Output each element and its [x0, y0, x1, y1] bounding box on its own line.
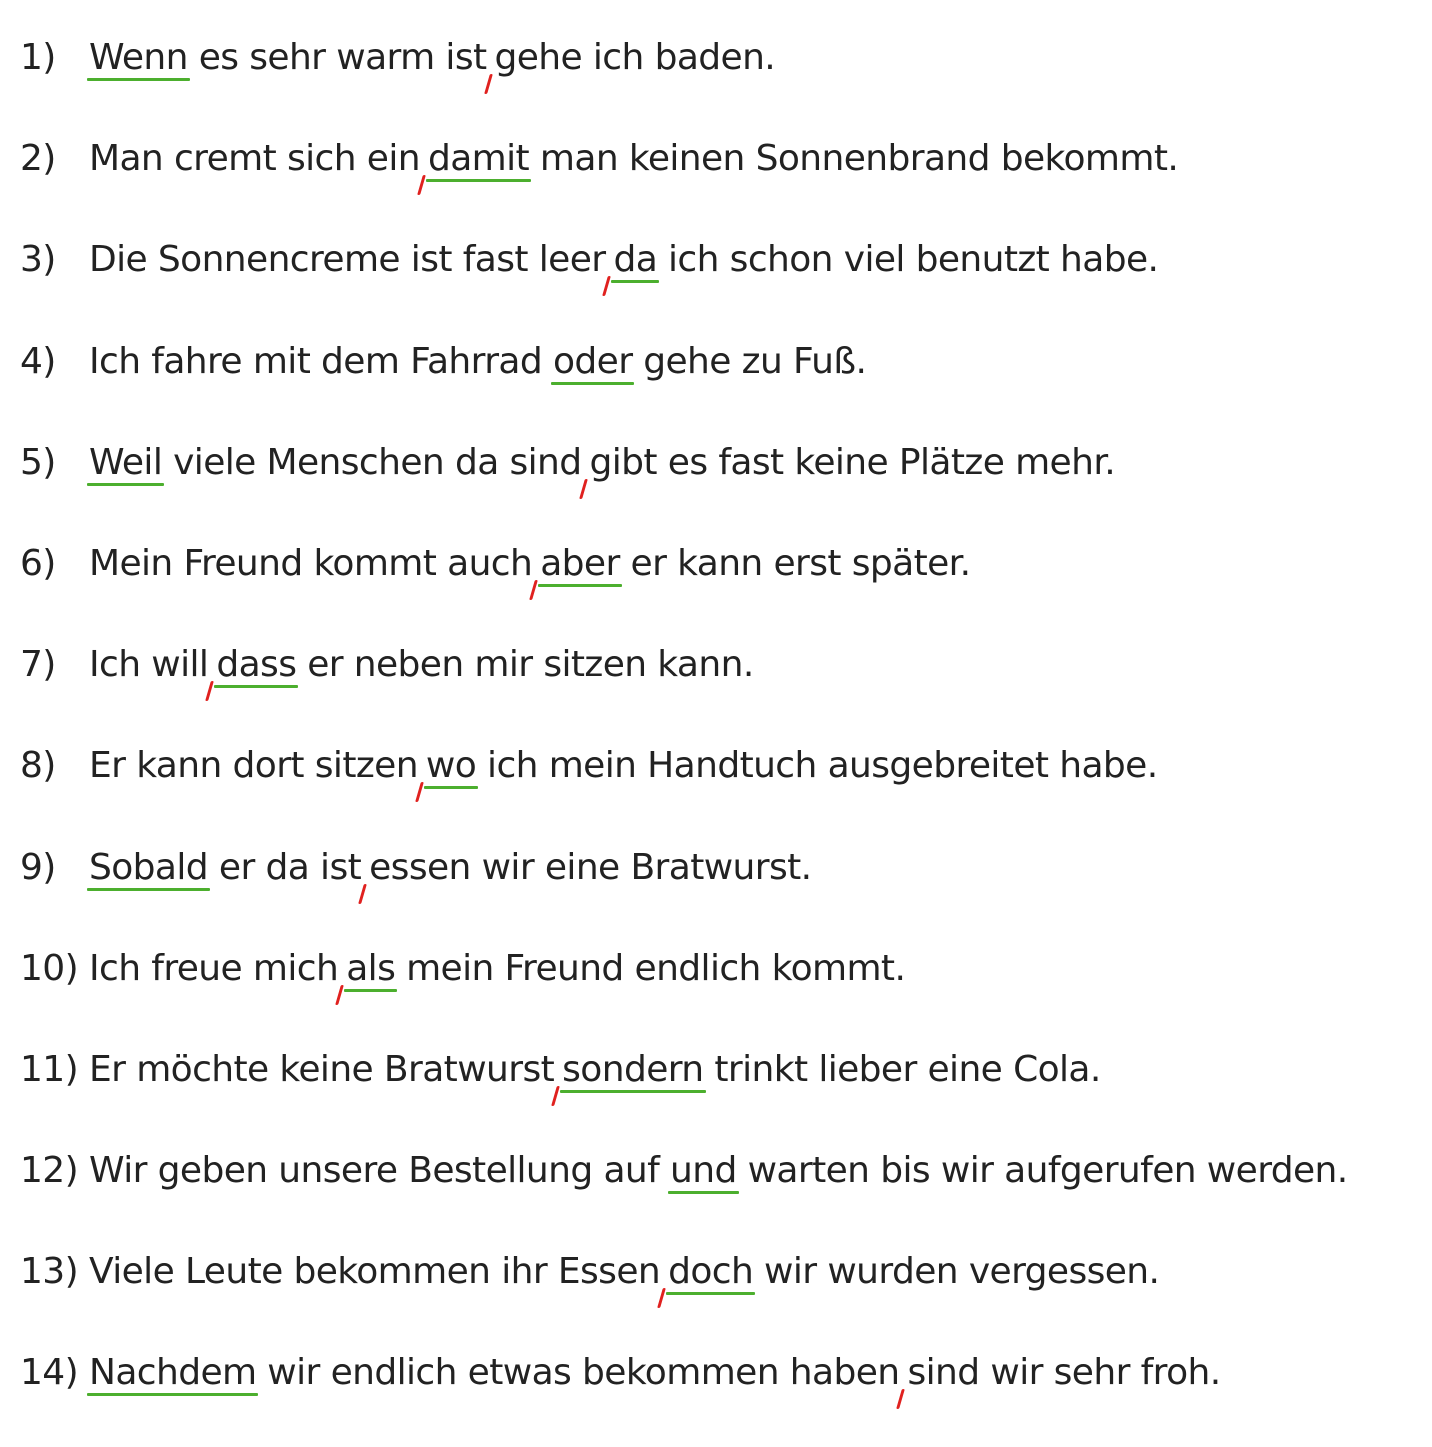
sentence-number: 13) — [20, 1251, 79, 1293]
sentence-number: 4) — [20, 340, 56, 382]
sentence-fragment: trinkt lieber eine Cola. — [703, 1048, 1101, 1090]
sentence-text — [89, 1345, 1221, 1401]
sentence-row — [20, 1345, 1420, 1446]
sentence-fragment: es sehr warm ist — [187, 37, 487, 78]
comma-mark — [899, 1383, 907, 1384]
sentence-number: 10) — [20, 947, 79, 989]
sentence-row — [20, 738, 1420, 839]
conjunction-word: als — [346, 941, 395, 997]
conjunction-word: Weil — [89, 435, 162, 491]
sentence-fragment: Viele Leute bekommen ihr Essen — [89, 1251, 661, 1293]
sentence-row — [20, 840, 1420, 941]
exercise-sheet — [20, 30, 1420, 1447]
comma-mark — [361, 878, 369, 879]
conjunction-word: Sobald — [89, 840, 208, 896]
comma-mark — [420, 169, 428, 170]
sentence-number: 9) — [20, 846, 56, 888]
sentence-fragment: warten bis wir aufgerufen werden. — [736, 1150, 1348, 1192]
sentence-number: 8) — [20, 745, 56, 787]
sentence-fragment: viele Menschen da sind — [162, 441, 582, 483]
sentence-fragment: essen wir eine Bratwurst. — [369, 846, 812, 888]
sentence-text — [89, 1042, 1101, 1098]
conjunction-word: und — [670, 1143, 737, 1199]
sentence-number: 11) — [20, 1048, 79, 1090]
sentence-fragment: Ich will — [89, 644, 209, 686]
sentence-fragment: gibt es fast keine Plätze mehr. — [589, 441, 1116, 483]
sentence-number: 14) — [20, 1352, 79, 1394]
sentence-fragment: ich schon viel benutzt habe. — [657, 239, 1159, 281]
sentence-number: 2) — [20, 138, 56, 180]
sentence-row — [20, 1143, 1420, 1244]
sentence-row — [20, 435, 1420, 536]
sentence-fragment: wir wurden vergessen. — [753, 1251, 1160, 1293]
sentence-fragment: er neben mir sitzen kann. — [296, 644, 754, 686]
sentence-fragment: Mein Freund kommt auch — [89, 542, 533, 584]
sentence-fragment: ich mein Handtuch ausgebreitet habe. — [476, 745, 1158, 787]
sentence-text — [89, 131, 1178, 187]
sentence-number: 12) — [20, 1150, 79, 1192]
comma-mark — [532, 574, 540, 575]
comma-mark — [582, 473, 590, 474]
sentence-text — [89, 1143, 1348, 1199]
sentence-text — [89, 536, 970, 592]
sentence-fragment: Wir geben unsere Bestellung auf — [89, 1150, 671, 1192]
sentence-text — [89, 435, 1115, 491]
conjunction-word: oder — [553, 334, 632, 390]
sentence-fragment: Er möchte keine Bratwurst — [89, 1048, 555, 1090]
sentence-number: 3) — [20, 239, 56, 281]
sentence-row — [20, 941, 1420, 1042]
sentence-row — [20, 1042, 1420, 1143]
sentence-row — [20, 334, 1420, 435]
conjunction-word: damit — [428, 131, 529, 187]
conjunction-word: da — [613, 232, 657, 288]
sentence-row — [20, 232, 1420, 333]
conjunction-word: sondern — [562, 1042, 703, 1098]
comma-mark — [418, 776, 426, 777]
conjunction-word: wo — [426, 738, 476, 794]
sentence-number: 1) — [20, 37, 56, 78]
sentence-text — [89, 738, 1158, 794]
sentence-fragment: gehe ich baden. — [494, 37, 776, 78]
sentence-fragment: Die Sonnencreme ist fast leer — [89, 239, 606, 281]
sentence-text — [89, 1244, 1159, 1300]
sentence-row — [20, 1244, 1420, 1345]
sentence-text — [89, 232, 1158, 288]
sentence-fragment: Man cremt sich ein — [89, 138, 420, 180]
sentence-text — [89, 334, 866, 390]
sentence-text — [89, 840, 812, 896]
sentence-fragment: gehe zu Fuß. — [632, 340, 867, 382]
sentence-fragment: sind wir sehr froh. — [907, 1352, 1221, 1394]
sentence-number: 5) — [20, 441, 56, 483]
sentence-fragment: wir endlich etwas bekommen haben — [256, 1352, 900, 1394]
sentence-fragment: man keinen Sonnenbrand bekommt. — [529, 138, 1179, 180]
sentence-number: 7) — [20, 644, 56, 686]
conjunction-word: aber — [540, 536, 619, 592]
sentence-number: 6) — [20, 542, 56, 584]
sentence-text — [89, 30, 775, 86]
sentence-text — [89, 941, 905, 997]
sentence-text — [89, 637, 754, 693]
comma-mark — [605, 270, 613, 271]
conjunction-word: dass — [216, 637, 296, 693]
sentence-row — [20, 536, 1420, 637]
sentence-fragment: er da ist — [208, 846, 362, 888]
conjunction-word: doch — [668, 1244, 753, 1300]
sentence-row — [20, 637, 1420, 738]
comma-mark — [487, 68, 495, 69]
conjunction-word: Wenn — [89, 30, 188, 86]
comma-mark — [554, 1080, 562, 1081]
comma-mark — [338, 979, 346, 980]
sentence-fragment: Er kann dort sitzen — [89, 745, 418, 787]
sentence-fragment: mein Freund endlich kommt. — [395, 947, 906, 989]
comma-mark — [660, 1282, 668, 1283]
sentence-fragment: Ich fahre mit dem Fahrrad — [89, 340, 553, 382]
sentence-fragment: er kann erst später. — [619, 542, 971, 584]
sentence-row — [20, 131, 1420, 232]
sentence-fragment: Ich freue mich — [89, 947, 339, 989]
conjunction-word: Nachdem — [89, 1345, 256, 1401]
comma-mark — [208, 675, 216, 676]
sentence-row — [20, 30, 1420, 131]
